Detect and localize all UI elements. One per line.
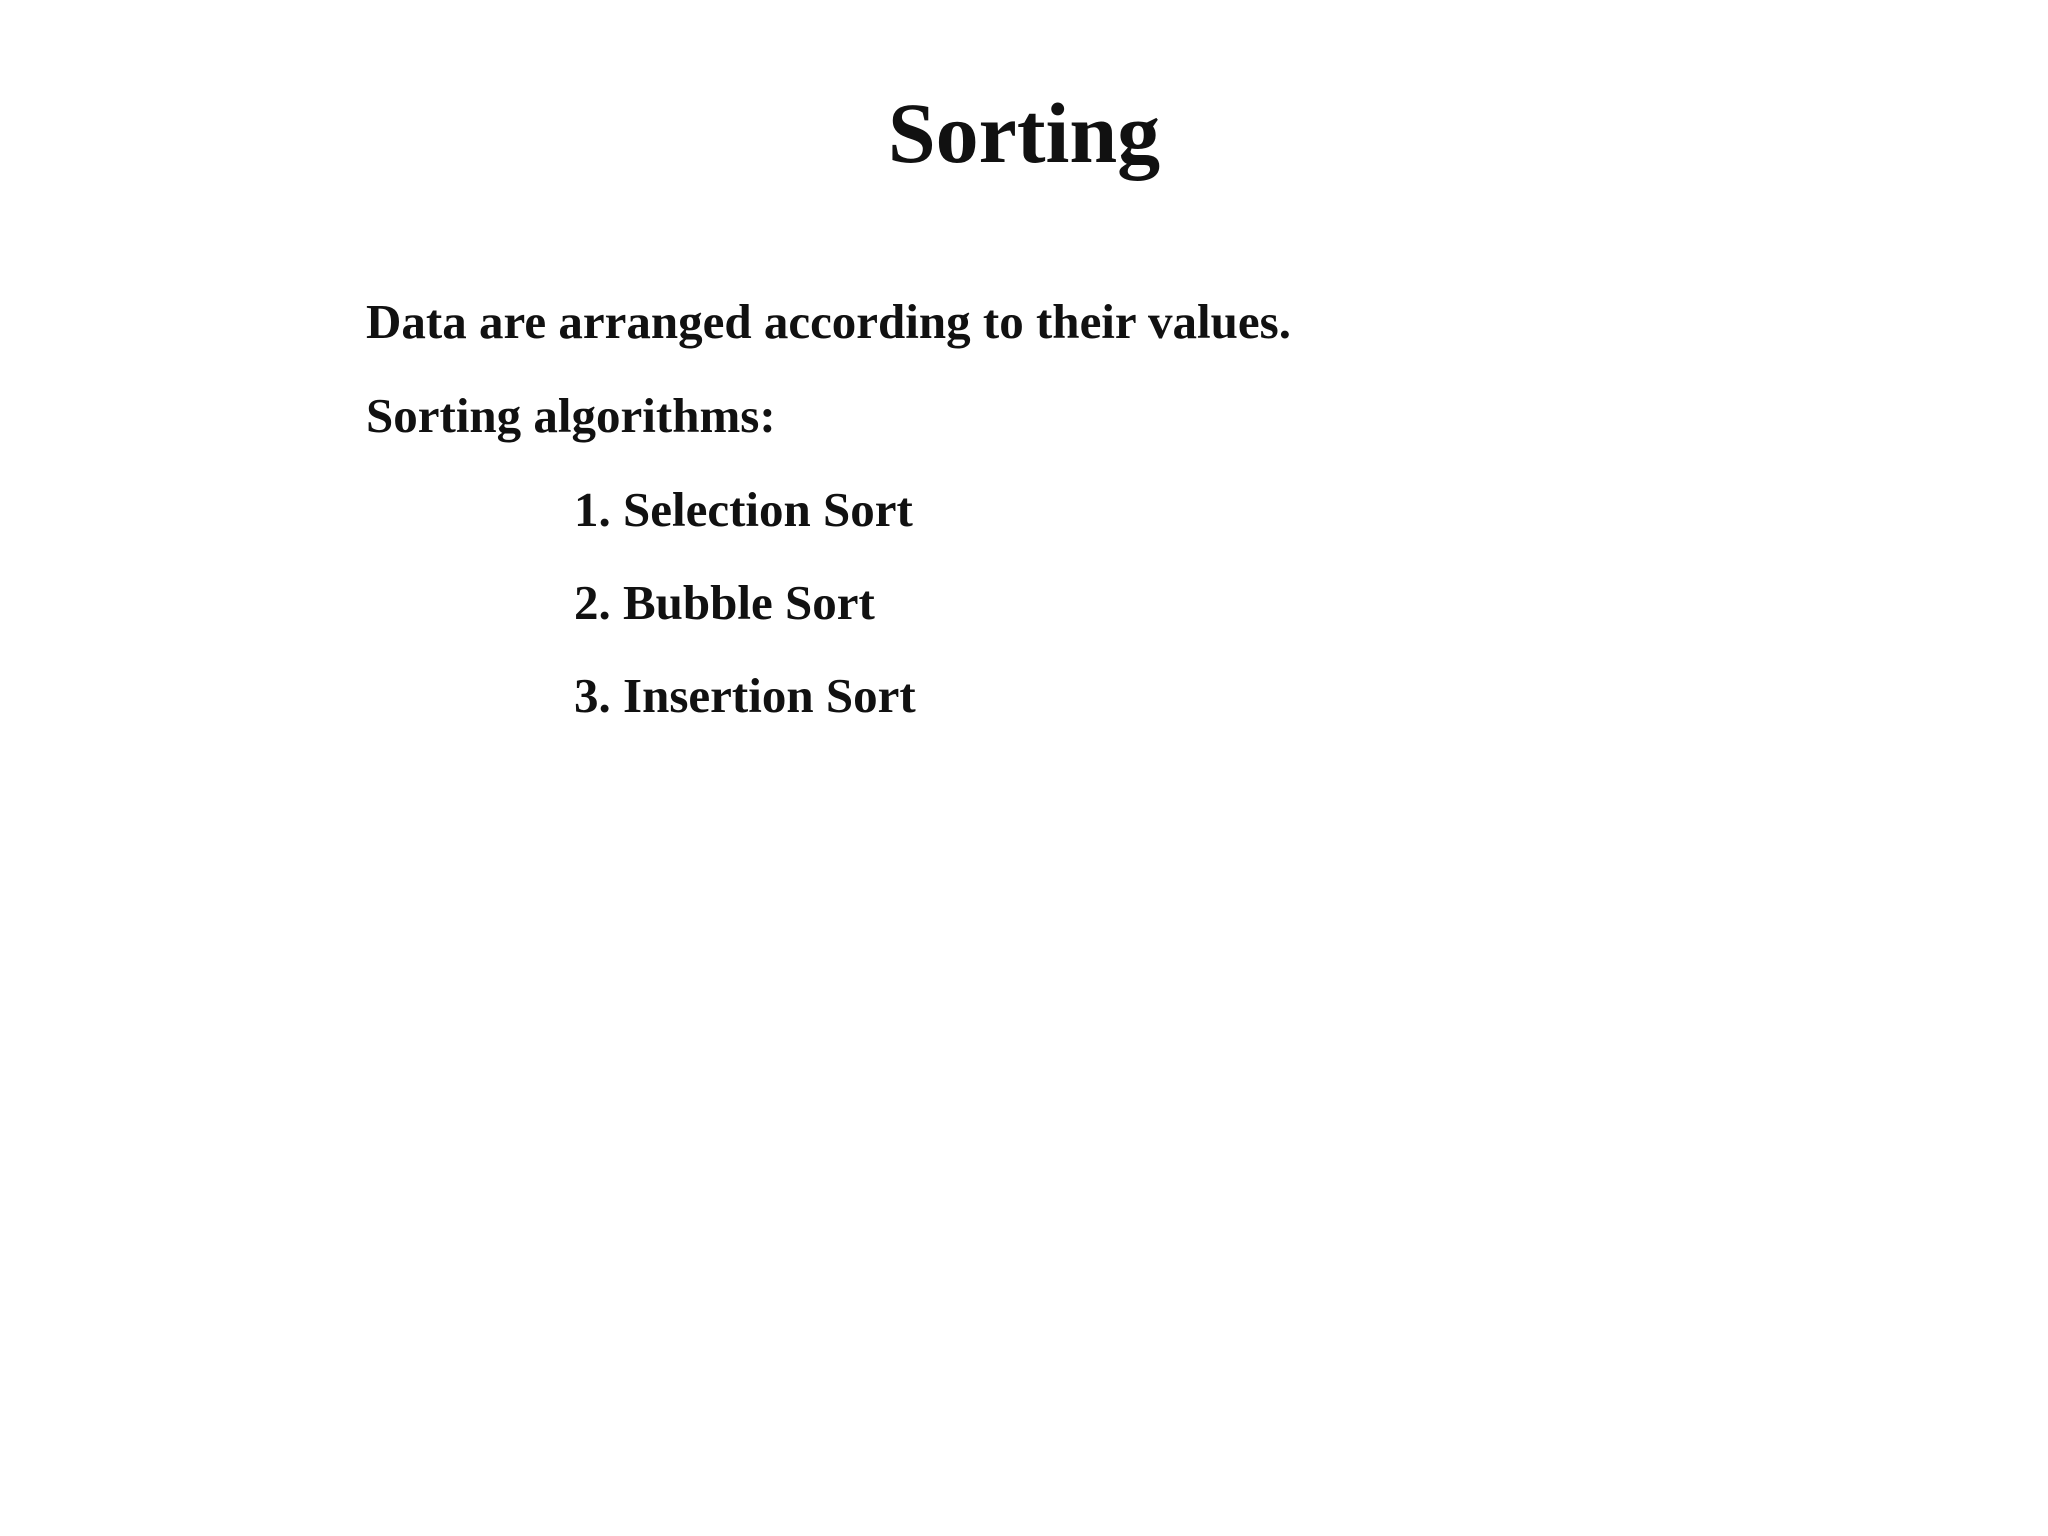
- algorithms-heading: Sorting algorithms:: [366, 388, 776, 443]
- list-item-bubble-sort: 2. Bubble Sort: [574, 575, 875, 630]
- list-item-selection-sort: 1. Selection Sort: [574, 482, 913, 537]
- algorithm-list: [574, 480, 916, 759]
- definition-text: Data are arranged according to their values.: [366, 294, 1291, 349]
- slide-title: Sorting: [887, 85, 1161, 181]
- list-item-insertion-sort: 3. Insertion Sort: [574, 668, 916, 723]
